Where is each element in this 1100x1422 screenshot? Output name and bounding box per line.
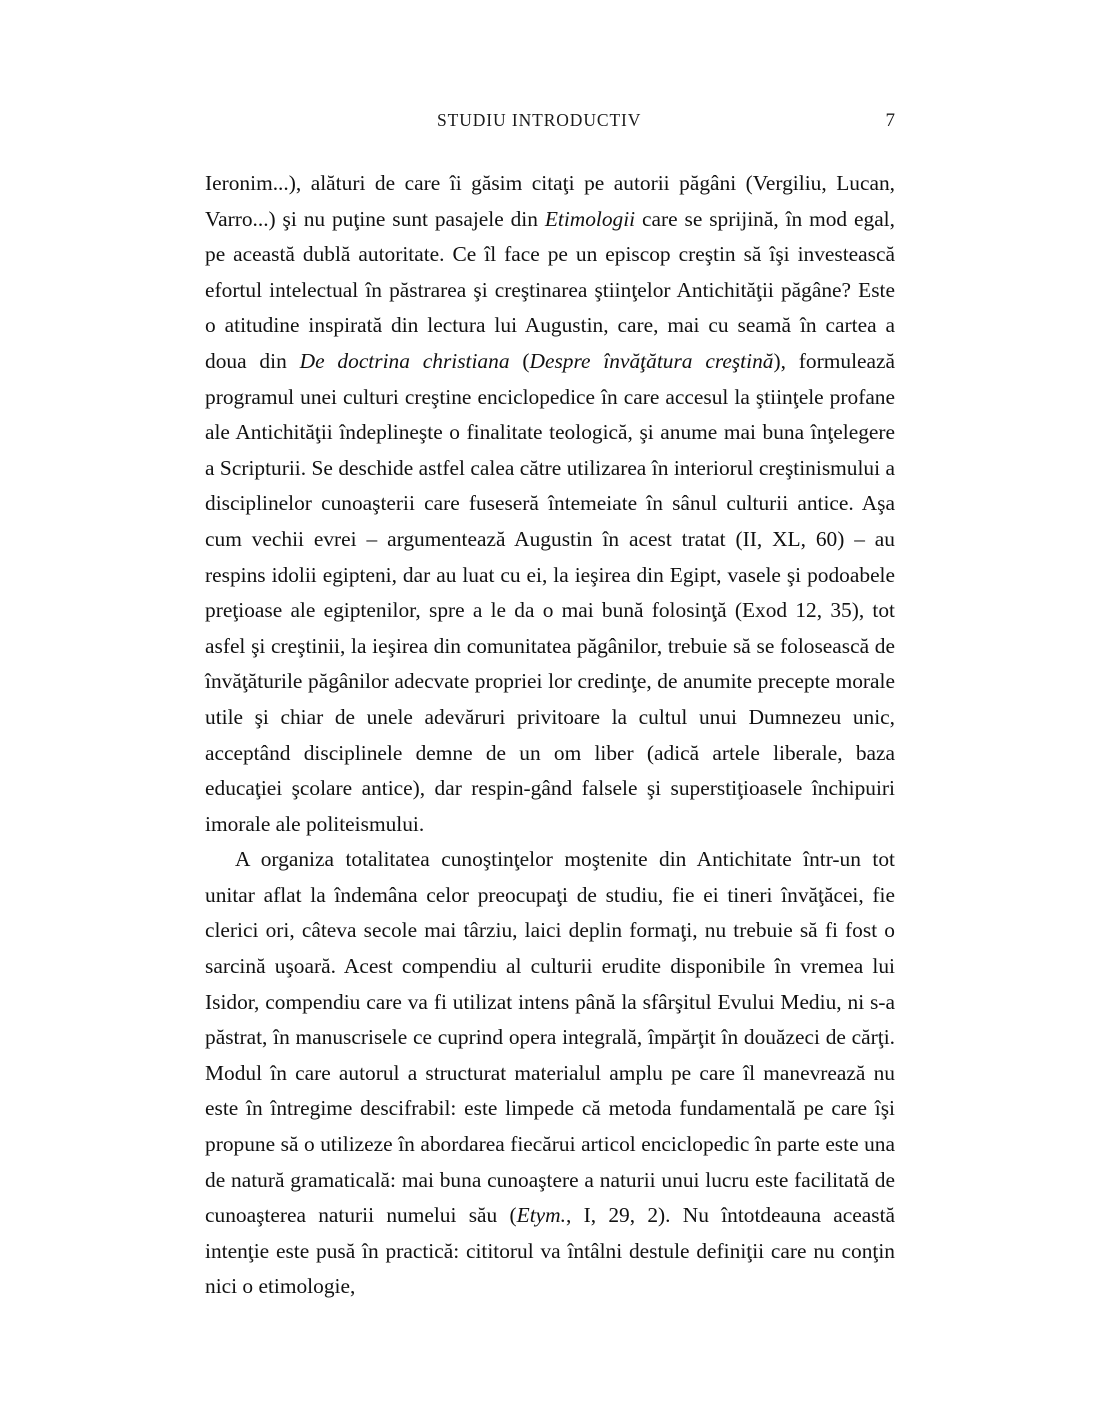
italic-run: Despre învăţătura creştină <box>529 348 774 373</box>
page-content <box>205 110 895 1305</box>
running-head-title: STUDIU INTRODUCTIV <box>437 110 642 130</box>
paragraph-1: Ieronim...), alături de care îi găsim citaţi pe autorii păgâni (Vergiliu, Lucan, Varro...) şi nu puţine sunt pasajele din Etimologii care se sprijină, în mod egal, pe această dublă autoritate. Ce îl face pe un episcop creştin să îşi investească efortul intelectual în păstrarea şi creştinarea ştiinţelor Antichităţii păgâne? Este o atitudine inspirată din lectura lui Augustin, care, mai cu seamă în cartea a doua din De doctrina christiana (Despre învăţătura creştină), formulează programul unei culturi creştine enciclopedice în care accesul la ştiinţele profane ale Antichităţii îndeplineşte o finalitate teologică, şi anume mai buna înţelegere a Scripturii. Se deschide astfel calea către utilizarea în interiorul creştinismului a disciplinelor cunoaşterii care fuseseră întemeiate în sânul culturii antice. Aşa cum vechii evrei – argumentează Augustin în acest tratat (II, XL, 60) – au respins idolii egipteni, dar au luat cu ei, la ieşirea din Egipt, vasele şi podoabele preţioase ale egiptenilor, spre a le da o mai bună folosinţă (Exod 12, 35), tot asfel şi creştinii, la ieşirea din comunitatea păgânilor, trebuie să se folosească de învăţăturile păgânilor adecvate propriei lor credinţe, de anumite precepte morale utile şi chiar de unele adevăruri privitoare la cultul unui Dumnezeu unic, acceptând disciplinele demne de un om liber (adică artele liberale, baza educaţiei şcolare antice), dar respin-gând falsele şi superstiţioasele închipuiri imorale ale politeismului. <box>205 171 895 836</box>
italic-run: De doctrina christiana <box>299 348 510 373</box>
body-text <box>205 166 895 1305</box>
paragraph-2: A organiza totalitatea cunoştinţelor moştenite din Antichitate într-un tot unitar aflat la îndemâna celor preocupaţi de studiu, fie ei tineri învăţăcei, fie clerici ori, câteva secole mai târziu, laici deplin formaţi, nu trebuie să fi fost o sarcină uşoară. Acest compendiu al culturii erudite disponibile în vremea lui Isidor, compendiu care va fi utilizat intens până la sfârşitul Evului Mediu, ni s-a păstrat, în manuscrisele ce cuprind opera integrală, împărţit în douăzeci de cărţi. Modul în care autorul a structurat materialul amplu pe care îl manevrează nu este în întregime descifrabil: este limpede că metoda fundamentală pe care îşi propune să o utilizeze în abordarea fiecărui articol enciclopedic în parte este una de natură gramaticală: mai buna cunoaştere a naturii unui lucru este facilitată de cunoaşterea naturii numelui său (Etym., I, 29, 2). Nu întotdeauna această intenţie este pusă în practică: cititorul va întâlni destule definiţii care nu conţin nici o etimologie, <box>205 847 896 1299</box>
page-number: 7 <box>885 110 895 131</box>
italic-run: Etimologii <box>544 206 636 231</box>
italic-run: Etym. <box>516 1203 566 1228</box>
running-head <box>205 110 895 132</box>
